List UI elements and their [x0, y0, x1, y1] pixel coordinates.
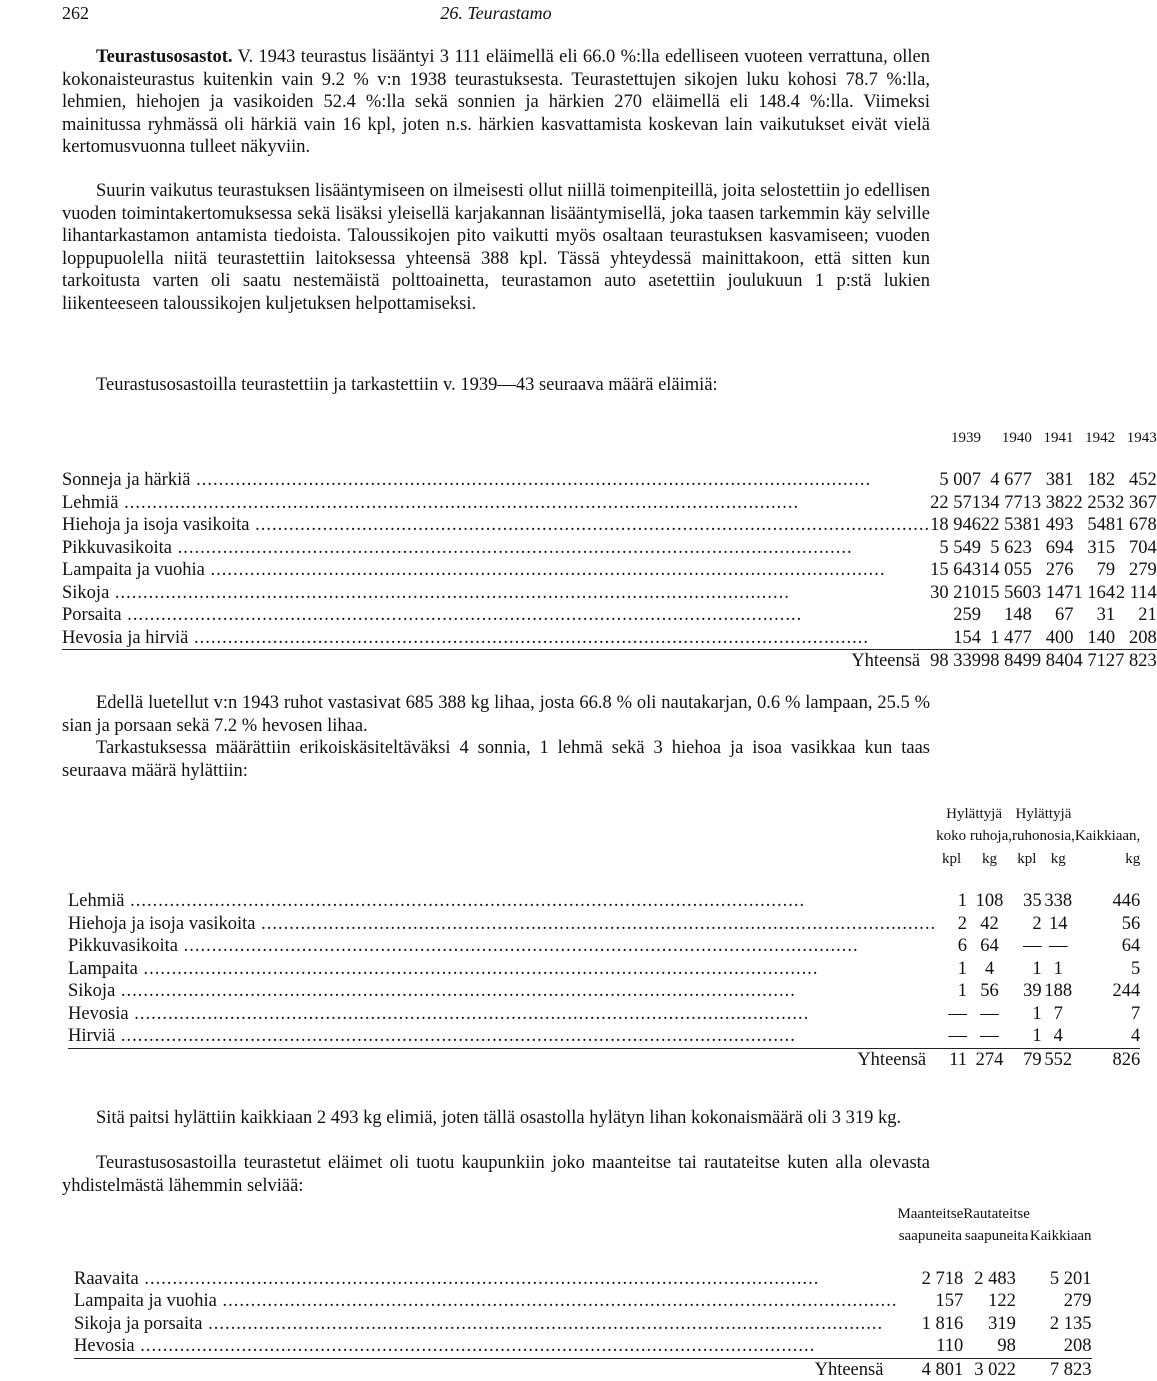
- intro-paragraph: [62, 46, 930, 159]
- column-header: Rautateitse: [963, 1205, 1030, 1222]
- total-label: Yhteensä: [68, 1048, 936, 1071]
- table-row: Lampaita ja vuohia ..... 15 643 14 055 276 79 279: [62, 559, 1157, 582]
- page-header: [62, 0, 930, 24]
- year-header: 1943: [1126, 429, 1157, 446]
- table-row: Hiehoja ja isoja vasikoita ..... 18 946 22 538 1 493 548 1 678: [62, 514, 1157, 537]
- units-row: kpl kg kpl kg kg: [942, 850, 1141, 867]
- year-header: 1941: [1043, 429, 1074, 446]
- paragraph-2: Suurin vaikutus teurastuksen lisääntymiseen on ilmeisesti ollut niillä toimenpiteillä, joita selostettiin jo edellisen vuoden toimintakertomuksessa sekä lisäksi yleisellä karjakannan lisääntymisellä, joka taasen tarkemmin käy selville lihantarkastamon antamista tiedoista. Taloussikojen pito vaikutti myös osaltaan teurastuksen kasvamiseen; vuoden loppupuolella niitä teurastettiin laitoksessa yhteensä 388 kpl. Tässä yhteydessä mainittakoon, että sitten kun tarkoitusta varten oli saatu nestemäistä polttoainetta, teurastamon auto asetettiin joulukuun 1 p:stä lukien liikenteeseen taloussikojen kuljetuksen helpottamiseksi.: [62, 181, 930, 314]
- table-row: Hevosia ..... 110 98 208: [74, 1335, 1092, 1358]
- year-header: 1939: [951, 429, 982, 446]
- table-row: Lehmiä ..... 22 571 34 771 3 382 2 253 2 367: [62, 492, 1157, 515]
- total-label: Yhteensä: [62, 650, 930, 673]
- table-row: Porsaita ..... 259 148 67 31 21: [62, 604, 1157, 627]
- paragraph-7: Teurastusosastoilla teurastetut eläimet oli tuotu kaupunkiin joko maanteitse tai rautateitse kuten alla olevasta yhdistelmästä lähemmin selviää:: [62, 1153, 930, 1196]
- column-header: Maanteitse: [897, 1205, 964, 1222]
- column-header: Kaikkiaan: [1029, 1228, 1092, 1244]
- paragraph-3: Teurastusosastoilla teurastettiin ja tarkastettiin v. 1939—43 seuraava määrä eläimiä:: [96, 375, 718, 395]
- row-label: Porsaita .....: [62, 604, 930, 627]
- paragraph-6: Sitä paitsi hylättiin kaikkiaan 2 493 kg elimiä, joten tällä osastolla hylätyn lihan kokonaismäärä oli 3 319 kg.: [96, 1108, 902, 1128]
- group-header: Hylättyjä: [1015, 805, 1072, 822]
- row-label: Hevosia ja hirviä .....: [62, 627, 930, 650]
- table-row: Sikoja ..... 30 210 15 560 3 147 1 164 2 114: [62, 582, 1157, 605]
- paragraph-5: Tarkastuksessa määrättiin erikoiskäsiteltäväksi 4 sonnia, 1 lehmä sekä 3 hiehoa ja isoa vasikkaa kun taas seuraava määrä hylättiin:: [62, 738, 930, 781]
- year-header: 1942: [1085, 429, 1116, 446]
- group-header: Hylättyjä: [946, 805, 1002, 822]
- table-row: Hirviä ..... — — 1 4 4: [68, 1025, 1140, 1048]
- row-label: Hevosia .....: [68, 1003, 936, 1026]
- row-label: Raavaita .....: [74, 1268, 897, 1291]
- running-title: 26. Teurastamo: [440, 3, 552, 23]
- table-row: Lampaita ..... 1 4 1 1 5: [68, 958, 1140, 981]
- table-row: Sonneja ja härkiä ..... 5 007 4 677 381 182 452: [62, 469, 1157, 492]
- total-row: Yhteensä 4 801 3 022 7 823: [74, 1358, 1092, 1381]
- intro-text: V. 1943 teurastus lisääntyi 3 111 eläimellä eli 66.0 %:lla edelliseen vuoteen verrattuna, ollen kokonaisteurastus kuitenkin vain 9.2 % v:n 1938 teurastuksesta. Teurastettujen sikojen luku kohosi 78.7 %:lla, lehmien, hiehojen ja vasikoiden 52.4 %:lla sekä sonnien ja härkien 270 eläimellä eli 148.4 %:lla. Viimeksi mainitussa ryhmässä oli härkiä vain 16 kpl, joten n.s. härkien kasvattamista koskevan lain vaikutukset eivät vielä kertomusvuonna tulleet näkyviin.: [62, 47, 930, 157]
- rejected-table: Hylättyjä Hylättyjä koko ruhoja, ruhonosia, Kaikkiaan, kpl kg kpl kg kg Lehmiä ..... 1 108 35 338 446 Hiehoja ja isoja vasikoita ..... 2 42 2 14 56 Pikkuvasikoita ..... 6 64 — — 64 Lampaita ..... 1 4 1 1 5 Sikoja ..... 1 56 39 188 244 Hevosia ..... — — 1 7 7 Hirviä ..... — — 1 4 4 Yhteensä 11 274 79 552 826: [68, 800, 1140, 1071]
- table-row: Pikkuvasikoita ..... 5 549 5 623 694 315 704: [62, 537, 1157, 560]
- total-row: Yhteensä 98 339 98 849 9 840 4 712 7 823: [62, 650, 1157, 673]
- row-label: Hevosia .....: [74, 1335, 897, 1358]
- table-row: Hevosia ..... — — 1 7 7: [68, 1003, 1140, 1026]
- row-label: Sikoja .....: [62, 582, 930, 605]
- transport-table: Maanteitse Rautateitse saapuneita saapuneita Kaikkiaan Raavaita ..... 2 718 2 483 5 201 Lampaita ja vuohia ..... 157 122 279 Sikoja ja porsaita ..... 1 816 319 2 135 Hevosia ..... 110 98 208 Yhteensä 4 801 3 022 7 823: [74, 1200, 1092, 1381]
- paragraph-4: Edellä luetellut v:n 1943 ruhot vastasivat 685 388 kg lihaa, josta 66.8 % oli nautakarjan, 0.6 % lampaan, 25.5 % sian ja porsaan sekä 7.2 % hevosen lihaa.: [62, 693, 930, 736]
- slaughter-table: [62, 424, 1157, 673]
- table-header-row: [62, 424, 1157, 447]
- table-row: Pikkuvasikoita ..... 6 64 — — 64: [68, 935, 1140, 958]
- row-label: Sikoja .....: [68, 980, 936, 1003]
- total-label: Yhteensä: [74, 1358, 897, 1381]
- section-heading: Teurastusosastot.: [96, 47, 233, 67]
- row-label: Lampaita ja vuohia .....: [62, 559, 930, 582]
- row-label: Lehmiä .....: [62, 492, 930, 515]
- row-label: Hiehoja ja isoja vasikoita .....: [68, 913, 936, 936]
- row-label: Lampaita .....: [68, 958, 936, 981]
- table-row: Lampaita ja vuohia ..... 157 122 279: [74, 1290, 1092, 1313]
- table-row: Lehmiä ..... 1 108 35 338 446: [68, 890, 1140, 913]
- total-row: Yhteensä 11 274 79 552 826: [68, 1048, 1140, 1071]
- table-row: Raavaita ..... 2 718 2 483 5 201: [74, 1268, 1092, 1291]
- table-row: Hiehoja ja isoja vasikoita ..... 2 42 2 14 56: [68, 913, 1140, 936]
- row-label: Lampaita ja vuohia .....: [74, 1290, 897, 1313]
- table-row: Hevosia ja hirviä ..... 154 1 477 400 140 208: [62, 627, 1157, 650]
- table-row: Sikoja ..... 1 56 39 188 244: [68, 980, 1140, 1003]
- row-label: Pikkuvasikoita .....: [62, 537, 930, 560]
- row-label: Sikoja ja porsaita .....: [74, 1313, 897, 1336]
- table-row: Sikoja ja porsaita ..... 1 816 319 2 135: [74, 1313, 1092, 1336]
- row-label: Pikkuvasikoita .....: [68, 935, 936, 958]
- row-label: Lehmiä .....: [68, 890, 936, 913]
- row-label: Sonneja ja härkiä .....: [62, 469, 930, 492]
- page-number: 262: [62, 3, 89, 23]
- row-label: Hirviä .....: [68, 1025, 936, 1048]
- row-label: Hiehoja ja isoja vasikoita .....: [62, 514, 930, 537]
- year-header: 1940: [1001, 429, 1032, 446]
- group-header: Kaikkiaan,: [1074, 828, 1141, 844]
